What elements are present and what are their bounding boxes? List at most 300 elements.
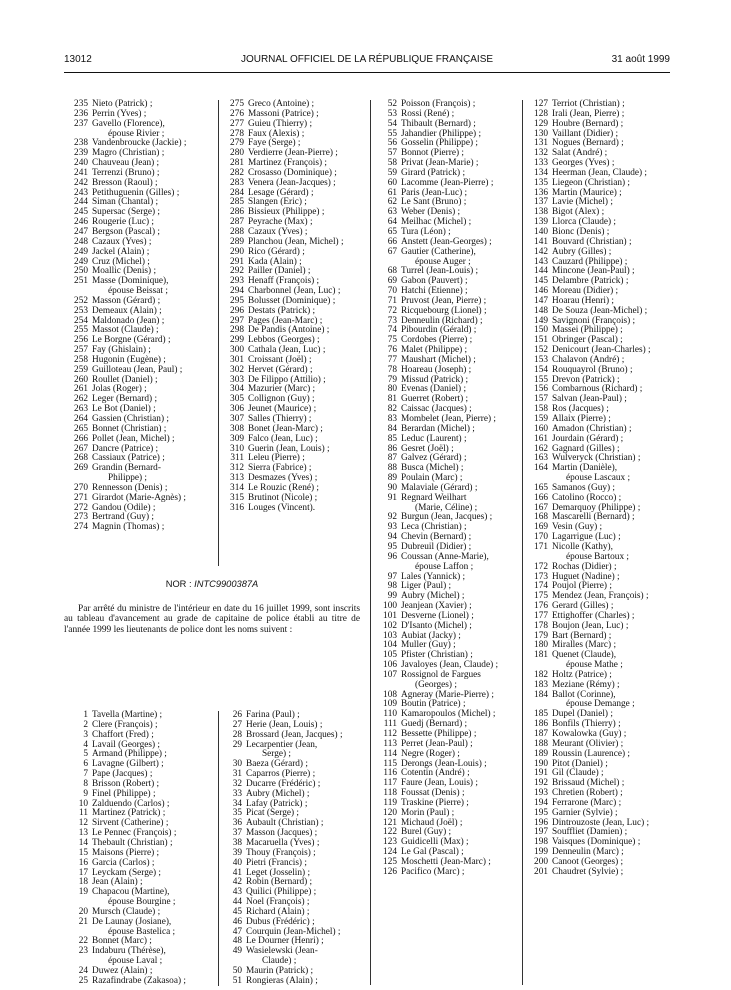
entry-number: 258 — [74, 354, 88, 365]
entry-number: 54 — [387, 118, 397, 129]
entry-name: Baeza (Gérard) ; — [246, 759, 308, 770]
entry-number: 236 — [74, 108, 88, 119]
entry-number: 159 — [534, 414, 548, 424]
entry-number: 152 — [534, 345, 548, 356]
entry-number: 311 — [230, 453, 244, 464]
entry-number: 87 — [387, 453, 397, 464]
entry-number: 164 — [534, 463, 548, 474]
entry-number: 305 — [230, 394, 244, 405]
entry-name: Bissieux (Philippe) ; — [248, 207, 325, 218]
name-column-5 — [74, 711, 186, 987]
entry-number: 10 — [78, 798, 88, 809]
entry-name: Leduc (Laurent) ; — [401, 433, 467, 444]
entry-name: Le Sant (Bruno) ; — [401, 197, 467, 208]
entry-name: Le Rouzic (René) ; — [248, 482, 319, 493]
entry-name: Roussin (Laurence) ; — [552, 748, 630, 759]
entry-name: Mendez (Jean, François) ; — [552, 591, 649, 602]
entry-name: Tura (Léon) ; — [401, 226, 451, 237]
entry-name: Denneulin (Richard) ; — [401, 315, 483, 326]
entry-name: épouse Beissat ; — [108, 286, 168, 297]
entry-number: 143 — [534, 256, 548, 267]
entry-number: 82 — [387, 404, 397, 415]
entry-number: 177 — [534, 610, 548, 621]
entry-name: Rougerie (Luc) ; — [92, 217, 154, 228]
entry-number: 129 — [534, 118, 548, 129]
entry-name: Massei (Philippe) ; — [552, 325, 623, 336]
entry-name: Quilici (Philippe) ; — [246, 887, 317, 898]
entry-name: Indaburu (Thérèse), — [92, 946, 166, 957]
entry-name: épouse Bourgine ; — [108, 897, 176, 908]
entry-name: Jackel (Alain) ; — [92, 246, 150, 257]
entry-name: Lavagne (Gilbert) ; — [92, 759, 164, 770]
entry-name: Liger (Paul) ; — [401, 581, 452, 592]
entry-name: Fay (Ghislain) ; — [92, 345, 151, 356]
entry-name: Noel (François) ; — [246, 897, 310, 908]
entry-name: Cruz (Michel) ; — [92, 256, 150, 267]
entry-name: Bonet (Jean-Marc) ; — [248, 423, 323, 434]
entry-number: 43 — [232, 887, 242, 898]
entry-name: Coussan (Anne-Marie), — [401, 551, 489, 562]
entry-number: 27 — [232, 719, 242, 730]
entry-name: Caissac (Jacques) ; — [401, 404, 472, 415]
entry-number: 292 — [230, 266, 244, 277]
entry-number: 306 — [230, 404, 244, 415]
entry-number: 148 — [534, 305, 548, 316]
entry-name: Bessette (Philippe) ; — [401, 729, 477, 739]
entry-number: 187 — [534, 729, 548, 739]
entry-number: 9 — [83, 788, 88, 799]
entry-number: 79 — [387, 374, 397, 385]
entry-name: Supersac (Serge) ; — [92, 207, 160, 218]
entry-name: Pollet (Jean, Michel) ; — [92, 433, 175, 444]
entry-name: Gerard (Gilles) ; — [552, 601, 614, 612]
entry-number: 175 — [534, 591, 548, 602]
entry-name: Cazaux (Yves) ; — [248, 226, 308, 237]
entry-number: 312 — [230, 463, 244, 474]
entry-name: Leget (Josselin) ; — [246, 867, 311, 878]
entry-name: Chauveau (Jean) ; — [92, 158, 160, 169]
entry-number: 91 — [387, 492, 397, 503]
entry-number: 193 — [534, 788, 548, 799]
entry-name: Michaud (Joël) ; — [401, 817, 463, 828]
entry-name: De Launay (Josiane), — [92, 916, 172, 927]
entry-number: 139 — [534, 217, 548, 228]
entry-number: 35 — [232, 808, 242, 819]
entry-number: 99 — [387, 591, 397, 602]
entry-name: Brissaud (Michel) ; — [552, 778, 625, 789]
entry-number: 153 — [534, 354, 548, 365]
entry-number: 167 — [534, 502, 548, 513]
entry-name: Chaffort (Fred) ; — [92, 729, 154, 740]
entry-name: Bonnet (Christian) ; — [92, 423, 167, 434]
entry-name: Aubry (Michel) ; — [401, 591, 465, 602]
entry-name: De Pandis (Antoine) ; — [248, 325, 330, 336]
entry-number: 112 — [383, 729, 397, 739]
entry-name: Le Bot (Daniel) ; — [92, 404, 156, 415]
entry-number: 162 — [534, 443, 548, 454]
entry-name: Rico (Gérard) ; — [248, 246, 305, 257]
entry-number: 22 — [78, 936, 88, 947]
entry-name: Denneulin (Marc) ; — [552, 847, 624, 858]
entry-name: Henaff (François) ; — [248, 276, 320, 287]
entry-name: Meziane (Rémy) ; — [552, 679, 620, 690]
entry-name: Dubus (Frédéric) ; — [246, 916, 315, 927]
entry-number: 120 — [383, 807, 397, 818]
entry-name: Lacomme (Jean-Pierre) ; — [401, 177, 494, 188]
entry-number: 260 — [74, 374, 88, 385]
entry-name: Cotentin (André) ; — [401, 768, 470, 779]
entry-name: Foussat (Denis) ; — [401, 788, 465, 799]
entry-number: 12 — [78, 818, 88, 829]
entry-name: Pfister (Christian) ; — [401, 650, 473, 661]
entry-number: 147 — [534, 295, 548, 306]
entry-name: Lecarpentier (Jean, — [246, 739, 318, 750]
entry-number: 307 — [230, 414, 244, 424]
entry-number: 77 — [387, 354, 397, 365]
entry-name: épouse Laffon ; — [415, 561, 474, 572]
entry-name: Chevin (Bernard) ; — [401, 532, 472, 543]
entry-name: Philippe) ; — [108, 473, 147, 484]
entry-number: 53 — [387, 108, 397, 119]
entry-name: Bonnot (Pierre) ; — [401, 148, 464, 159]
entry-name: Le Borgne (Gérard) ; — [92, 335, 171, 346]
entry-name: Lavail (Georges) ; — [92, 739, 160, 750]
entry-number: 200 — [534, 856, 548, 867]
entry-name: Malet (Philippe) ; — [401, 345, 468, 356]
entry-name: Venera (Jean-Jacques) ; — [248, 177, 336, 188]
entry-name: Rossi (René) ; — [401, 108, 455, 119]
entry-name: Paris (Jean-Luc) ; — [401, 187, 468, 198]
entry-number: 192 — [534, 778, 548, 789]
entry-number: 241 — [74, 167, 88, 178]
entry-number: 290 — [230, 246, 244, 257]
entry-number: 190 — [534, 758, 548, 769]
entry-number: 98 — [387, 581, 397, 592]
entry-name: Meilhac (Michel) ; — [401, 217, 472, 228]
list-item — [74, 977, 186, 987]
entry-number: 113 — [383, 738, 397, 749]
entry-number: 89 — [387, 473, 397, 484]
entry-number: 138 — [534, 207, 548, 218]
entry-number: 151 — [534, 335, 548, 346]
list-item — [74, 523, 186, 533]
entry-number: 316 — [230, 502, 244, 513]
entry-number: 37 — [232, 828, 242, 839]
entry-name: Petithuguenin (Gilles) ; — [92, 187, 180, 198]
entry-name: Huguet (Nadine) ; — [552, 571, 620, 582]
entry-name: Pacifico (Marc) ; — [401, 866, 465, 877]
page-header — [64, 54, 670, 68]
entry-name: Masson (Gérard) ; — [92, 295, 161, 306]
entry-number: 128 — [534, 108, 548, 119]
entry-number: 57 — [387, 148, 397, 159]
entry-number: 58 — [387, 158, 397, 169]
entry-number: 41 — [232, 867, 242, 878]
entry-name: Pages (Jean-Marc) ; — [248, 315, 323, 326]
entry-number: 195 — [534, 807, 548, 818]
entry-number: 31 — [232, 769, 242, 780]
entry-number: 298 — [230, 325, 244, 336]
entry-name: Gesret (Joël) ; — [401, 443, 454, 454]
entry-name: Maushart (Michel) ; — [401, 354, 476, 365]
name-column-4 — [532, 100, 651, 878]
entry-name: Mursch (Claude) ; — [92, 906, 161, 917]
entry-number: 85 — [387, 433, 397, 444]
entry-number: 125 — [383, 856, 397, 867]
entry-name: Houbre (Bernard) ; — [552, 118, 624, 129]
entry-number: 269 — [74, 463, 88, 474]
entry-number: 315 — [230, 492, 244, 503]
entry-name: Dintrouzoste (Jean, Luc) ; — [552, 817, 650, 828]
entry-name: Roullet (Daniel) ; — [92, 374, 158, 385]
entry-name: Gosselin (Philippe) ; — [401, 138, 478, 149]
entry-name: Meurant (Olivier) ; — [552, 738, 624, 749]
entry-name: Le Gal (Pascal) ; — [401, 847, 464, 858]
entry-number: 56 — [387, 138, 397, 149]
entry-number: 287 — [230, 217, 244, 228]
entry-name: Martin (Danièle), — [552, 463, 618, 474]
entry-name: Savignoni (François) ; — [552, 315, 636, 326]
entry-name: Jolas (Roger) ; — [92, 384, 147, 395]
entry-number: 245 — [74, 207, 88, 218]
entry-name: Burgun (Jean, Jacques) ; — [401, 512, 493, 523]
entry-number: 44 — [232, 897, 242, 908]
entry-number: 314 — [230, 482, 244, 493]
entry-name: Sirvent (Catherine) ; — [92, 818, 169, 829]
entry-name: Poujol (Pierre) ; — [552, 581, 612, 592]
entry-name: Morin (Paul) ; — [401, 807, 455, 818]
entry-number: 105 — [383, 650, 397, 661]
entry-number: 313 — [230, 473, 244, 484]
entry-number: 67 — [387, 246, 397, 257]
entry-name: Perret (Jean-Paul) ; — [401, 738, 473, 749]
entry-name: Zalduendo (Carlos) ; — [92, 798, 170, 809]
entry-number: 117 — [383, 778, 397, 789]
entry-number: 201 — [534, 866, 548, 877]
entry-number: 251 — [74, 276, 88, 287]
entry-name: Mazurier (Marc) ; — [248, 384, 316, 395]
entry-number: 40 — [232, 857, 242, 868]
entry-number: 2 — [83, 719, 88, 730]
entry-name: Gandou (Odile) ; — [92, 502, 156, 513]
entry-name: Amadon (Christian) ; — [552, 423, 632, 434]
entry-number: 14 — [78, 837, 88, 848]
entry-name: Delambre (Patrick) ; — [552, 276, 629, 287]
entry-number: 76 — [387, 345, 397, 356]
entry-number: 69 — [387, 276, 397, 287]
entry-name: Salat (André) ; — [552, 148, 608, 159]
entry-number: 170 — [534, 532, 548, 543]
entry-name: De Filippo (Attilio) ; — [248, 374, 326, 385]
entry-name: Finel (Philippe) ; — [92, 788, 156, 799]
entry-number: 15 — [78, 847, 88, 858]
entry-name: Demeaux (Alain) ; — [92, 305, 162, 316]
entry-number: 267 — [74, 443, 88, 454]
entry-number: 34 — [232, 798, 242, 809]
entry-name: Muller (Guy) ; — [401, 640, 456, 651]
entry-name: Kowalowka (Guy) ; — [552, 729, 627, 739]
entry-name: Terriot (Christian) ; — [552, 99, 625, 109]
entry-number: 179 — [534, 630, 548, 641]
entry-name: Poulain (Marc) ; — [401, 473, 463, 484]
entry-name: Pailler (Daniel) ; — [248, 266, 311, 277]
entry-name: Gautier (Catherine), — [401, 246, 476, 257]
entry-name: Hoarau (Henri) ; — [552, 295, 614, 306]
entry-name: Rouquayrol (Bruno) ; — [552, 364, 633, 375]
entry-name: Miralles (Marc) ; — [552, 640, 617, 651]
entry-name: Jourdain (Gérard) ; — [552, 433, 624, 444]
entry-number: 1 — [83, 710, 88, 720]
entry-number: 121 — [383, 817, 397, 828]
entry-number: 119 — [383, 797, 397, 808]
entry-number: 141 — [534, 236, 548, 247]
entry-name: Picat (Serge) ; — [246, 808, 300, 819]
entry-name: Faure (Jean, Louis) ; — [401, 778, 478, 789]
entry-number: 247 — [74, 226, 88, 237]
entry-number: 198 — [534, 837, 548, 848]
name-column-1 — [74, 100, 186, 533]
entry-name: Guidicelli (Max) ; — [401, 837, 469, 848]
entry-number: 13 — [78, 828, 88, 839]
entry-name: Jeunet (Maurice) ; — [248, 404, 317, 415]
entry-number: 88 — [387, 463, 397, 474]
entry-number: 94 — [387, 532, 397, 543]
entry-number: 271 — [74, 492, 88, 503]
entry-name: Macaruella (Yves) ; — [246, 837, 320, 848]
list-item — [228, 977, 343, 987]
entry-name: Demarquoy (Philippe) ; — [552, 502, 641, 513]
entry-number: 196 — [534, 817, 548, 828]
entry-number: 265 — [74, 423, 88, 434]
entry-name: Ferrarone (Marc) ; — [552, 797, 622, 808]
entry-name: Charbonnel (Jean, Luc) ; — [248, 286, 341, 297]
name-column-3 — [381, 100, 498, 878]
entry-name: Salvan (Jean-Paul) ; — [552, 394, 627, 405]
entry-name: Armand (Philippe) ; — [92, 749, 167, 760]
entry-number: 101 — [383, 610, 397, 621]
entry-number: 51 — [232, 975, 242, 986]
entry-number: 189 — [534, 748, 548, 759]
entry-number: 64 — [387, 217, 397, 228]
entry-name: Massot (Claude) ; — [92, 325, 159, 336]
entry-name: Drevon (Patrick) ; — [552, 374, 620, 385]
entry-name: Mascarelli (Bernard) ; — [552, 512, 635, 523]
entry-number: 111 — [383, 719, 397, 730]
entry-name: Gagnard (Gilles) ; — [552, 443, 620, 454]
entry-name: Anstett (Jean-Georges) ; — [401, 236, 492, 247]
entry-name: Pitot (Daniel) ; — [552, 758, 608, 769]
nor-code: INTC9900387A — [194, 579, 259, 589]
entry-number: 262 — [74, 394, 88, 405]
entry-number: 134 — [534, 167, 548, 178]
entry-name: Girardot (Marie-Agnès) ; — [92, 492, 186, 503]
entry-number: 186 — [534, 719, 548, 730]
entry-name: Leger (Bernard) ; — [92, 394, 158, 405]
entry-number: 116 — [383, 768, 397, 779]
entry-name: Dupel (Daniel) ; — [552, 709, 613, 720]
entry-number: 72 — [387, 305, 397, 316]
entry-name: Jahandier (Philippe) ; — [401, 128, 482, 139]
entry-number: 7 — [83, 769, 88, 780]
entry-number: 257 — [74, 345, 88, 356]
entry-number: 295 — [230, 295, 244, 306]
entry-name: Guieu (Thierry) ; — [248, 118, 313, 129]
entry-name: Richard (Alain) ; — [246, 906, 310, 917]
entry-name: Caparros (Pierre) ; — [246, 769, 316, 780]
entry-name: Martinez (François) ; — [248, 158, 327, 169]
entry-number: 188 — [534, 738, 548, 749]
entry-number: 75 — [387, 335, 397, 346]
entry-number: 309 — [230, 433, 244, 444]
entry-number: 114 — [383, 748, 397, 759]
header-rule — [64, 72, 670, 73]
entry-name: Souffliet (Damien) ; — [552, 827, 628, 838]
entry-number: 131 — [534, 138, 548, 149]
decree-paragraph: Par arrêté du ministre de l'intérieur en date du 16 juillet 1999, sont inscrits au tableau d'avancement au grade de capitaine de police établi au titre de l'année 1999 les lieutenants de police dont les noms suivent : — [64, 604, 360, 635]
entry-number: 161 — [534, 433, 548, 444]
entry-number: 263 — [74, 404, 88, 415]
entry-name: Regnard Weilhart — [401, 492, 467, 503]
entry-number: 183 — [534, 679, 548, 690]
entry-number: 237 — [74, 118, 88, 129]
entry-name: Masse (Dominique), — [92, 276, 169, 287]
entry-number: 253 — [74, 305, 88, 316]
entry-number: 59 — [387, 167, 397, 178]
entry-name: Croissant (Joël) ; — [248, 354, 312, 365]
entry-number: 126 — [383, 866, 397, 877]
entry-number: 16 — [78, 857, 88, 868]
entry-number: 178 — [534, 620, 548, 631]
entry-number: 39 — [232, 847, 242, 858]
entry-number: 165 — [534, 482, 548, 493]
entry-number: 144 — [534, 266, 548, 277]
entry-number: 300 — [230, 345, 244, 356]
entry-name: Aubry (Michel) ; — [246, 788, 310, 799]
entry-number: 156 — [534, 384, 548, 395]
entry-name: Magro (Christian) ; — [92, 148, 165, 159]
entry-number: 181 — [534, 650, 548, 661]
entry-name: Clere (François) ; — [92, 719, 158, 730]
entry-name: Boujon (Jean, Luc) ; — [552, 620, 629, 631]
entry-number: 78 — [387, 364, 397, 375]
name-column-2 — [228, 100, 344, 513]
entry-name: Malaviale (Gérard) ; — [401, 482, 478, 493]
entry-name: Jeanjean (Xavier) ; — [401, 601, 472, 612]
entry-number: 115 — [383, 758, 397, 769]
entry-number: 158 — [534, 404, 548, 415]
entry-name: Bolusset (Dominique) ; — [248, 295, 336, 306]
entry-number: 299 — [230, 335, 244, 346]
entry-name: Ballot (Corinne), — [552, 689, 616, 700]
entry-name: Desmazes (Yves) ; — [248, 473, 318, 484]
entry-name: Catolino (Rocco) ; — [552, 492, 622, 503]
entry-name: Serge) ; — [262, 749, 292, 760]
entry-number: 277 — [230, 118, 244, 129]
entry-name: Wulveryck (Christian) ; — [552, 453, 641, 464]
entry-name: Le Pennec (François) ; — [92, 828, 177, 839]
entry-number: 62 — [387, 197, 397, 208]
entry-name: Privat (Jean-Marie) ; — [401, 158, 479, 169]
entry-name: Rossignol de Fargues — [401, 669, 481, 680]
entry-number: 132 — [534, 148, 548, 159]
entry-name: Rochas (Didier) ; — [552, 561, 617, 572]
entry-name: Busca (Michel) ; — [401, 463, 464, 474]
entry-number: 106 — [383, 660, 397, 671]
entry-name: Chaudret (Sylvie) ; — [552, 866, 624, 877]
entry-name: Courquin (Jean-Michel) ; — [246, 926, 341, 937]
entry-number: 235 — [74, 99, 88, 109]
entry-name: Hugonin (Eugène) ; — [92, 354, 166, 365]
